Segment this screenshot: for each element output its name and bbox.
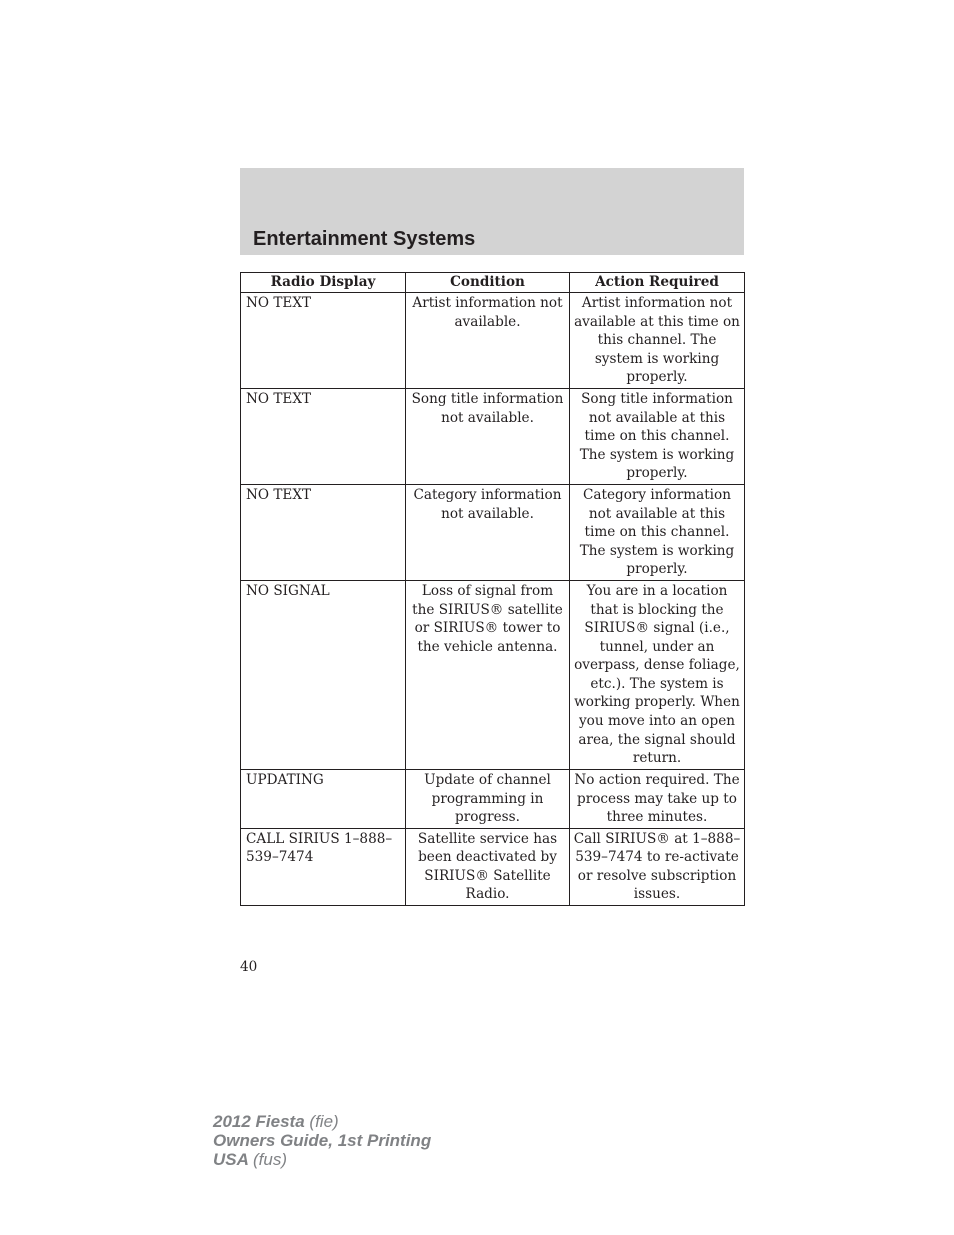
table-row (241, 484, 745, 580)
footer-market: USA (213, 1150, 249, 1169)
footer-line-model (213, 1112, 431, 1131)
table-header-row (241, 273, 745, 293)
radio-display-cell: NO TEXT (241, 388, 406, 484)
radio-display-table (240, 272, 745, 906)
radio-display-cell: NO TEXT (241, 484, 406, 580)
column-header-action-required: Action Required (570, 273, 745, 293)
action-cell: Artist information not available at this time on this channel. The system is working properly. (570, 293, 745, 389)
radio-display-cell: CALL SIRIUS 1–888–539–7474 (241, 828, 406, 905)
action-cell: Category information not available at this time on this channel. The system is working properly. (570, 484, 745, 580)
radio-display-cell: UPDATING (241, 769, 406, 828)
action-cell: Song title information not available at this time on this channel. The system is working properly. (570, 388, 745, 484)
column-header-radio-display: Radio Display (241, 273, 406, 293)
section-title: Entertainment Systems (253, 228, 476, 250)
radio-display-cell: NO TEXT (241, 293, 406, 389)
section-header-band (240, 168, 744, 255)
table-row (241, 769, 745, 828)
condition-cell: Update of channel programming in progress. (406, 769, 570, 828)
footer-model-code: (fie) (309, 1112, 339, 1131)
footer-model: 2012 Fiesta (213, 1112, 305, 1131)
condition-cell: Loss of signal from the SIRIUS® satellite or SIRIUS® tower to the vehicle antenna. (406, 580, 570, 769)
table-row (241, 580, 745, 769)
condition-cell: Satellite service has been deactivated by SIRIUS® Satellite Radio. (406, 828, 570, 905)
action-cell: You are in a location that is blocking the SIRIUS® signal (i.e., tunnel, under an overpass, dense foliage, etc.). The system is working properly. When you move into an open area, the signal should return. (570, 580, 745, 769)
footer-market-code: (fus) (253, 1150, 287, 1169)
table-row (241, 388, 745, 484)
condition-cell: Category information not available. (406, 484, 570, 580)
footer-edition-info (213, 1112, 431, 1169)
footer-line-printing: Owners Guide, 1st Printing (213, 1131, 432, 1150)
table-row (241, 828, 745, 905)
action-cell: Call SIRIUS® at 1–888–539–7474 to re-activate or resolve subscription issues. (570, 828, 745, 905)
page-number: 40 (240, 959, 258, 975)
condition-cell: Artist information not available. (406, 293, 570, 389)
column-header-condition: Condition (406, 273, 570, 293)
footer-line-market (213, 1150, 431, 1169)
radio-display-cell: NO SIGNAL (241, 580, 406, 769)
table-row (241, 293, 745, 389)
action-cell: No action required. The process may take up to three minutes. (570, 769, 745, 828)
condition-cell: Song title information not available. (406, 388, 570, 484)
